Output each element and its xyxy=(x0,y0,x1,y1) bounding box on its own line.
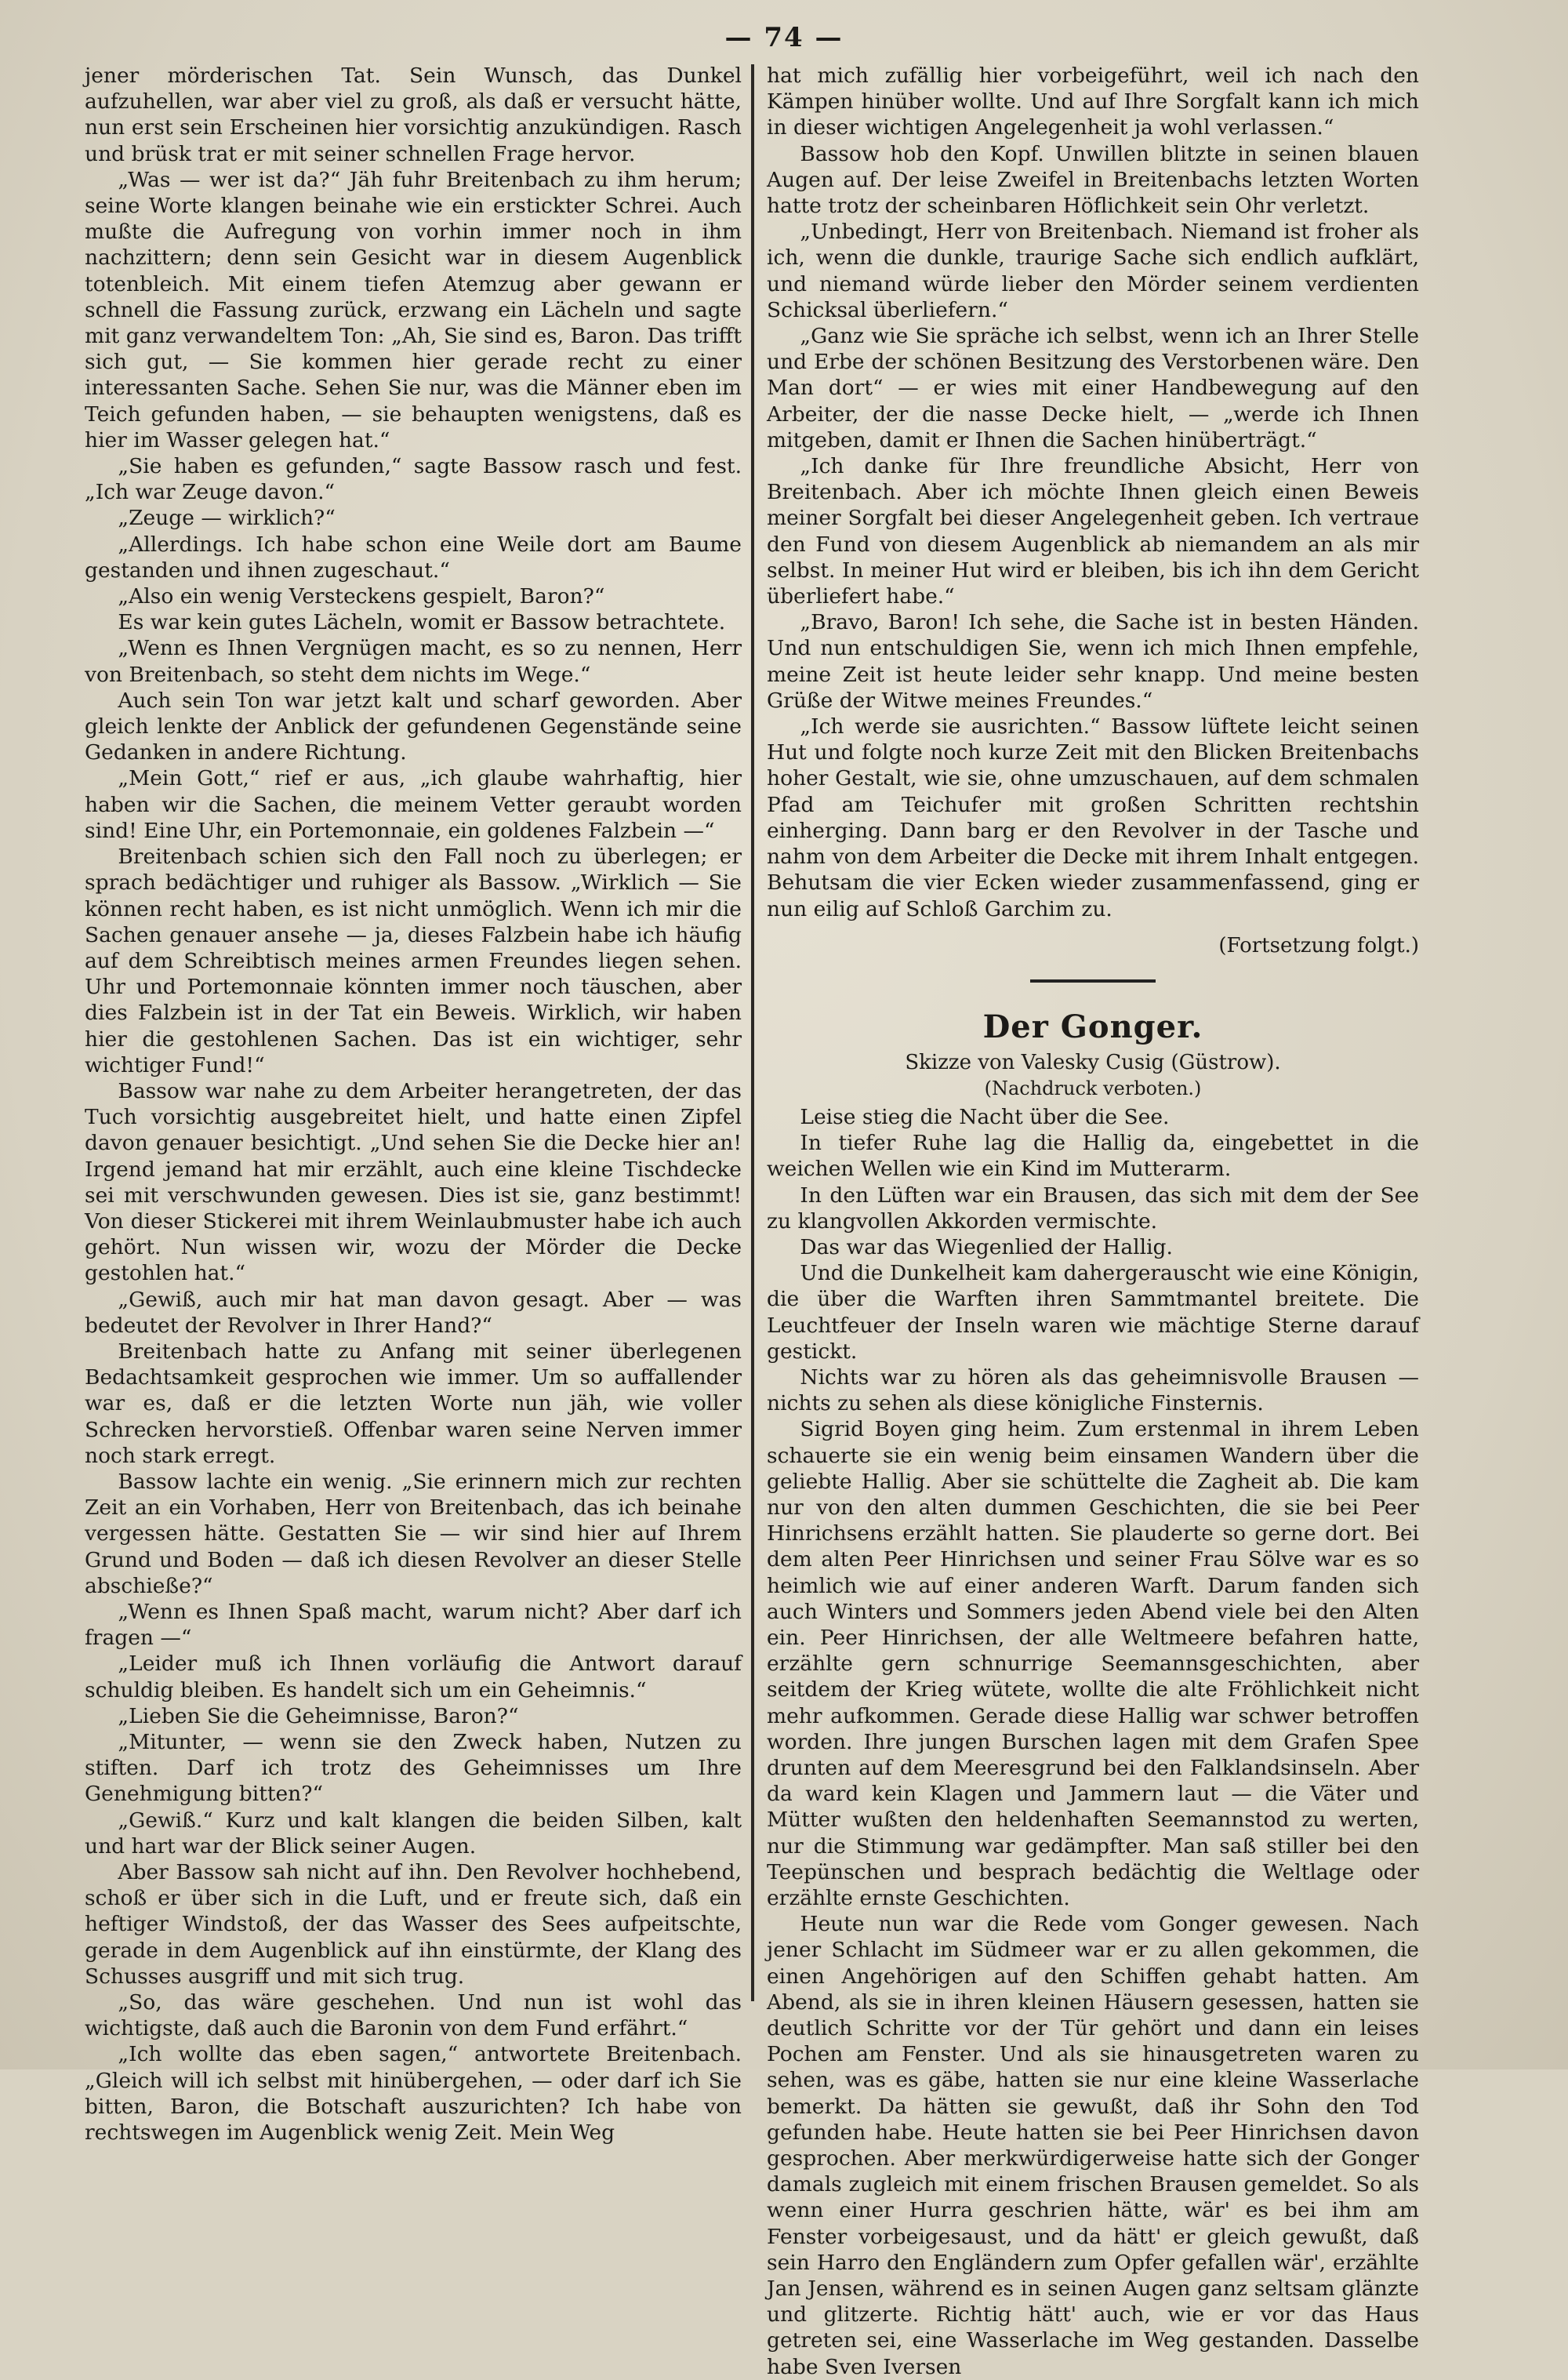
paragraph: „Mitunter, — wenn sie den Zweck haben, Nutzen zu stiften. Darf ich trotz des Geheimnisses um Ihre Genehmigung bitten?“ xyxy=(85,1730,742,1807)
paragraph: „Unbedingt, Herr von Breitenbach. Niemand ist froher als ich, wenn die dunkle, traurige Sache sich endlich aufklärt, und niemand würde lieber den Mörder seinem verdienten Schicksal überliefern.“ xyxy=(767,220,1419,322)
article-paragraph: Und die Dunkelheit kam dahergerauscht wie eine Königin, die über die Warften ihren Sammtmantel breitete. Die Leuchtfeuer der Inseln waren wie mächtige Sterne darauf gestickt. xyxy=(767,1261,1419,1364)
paragraph: „Ich werde sie ausrichten.“ Bassow lüftete leicht seinen Hut und folgte noch kurze Zeit mit den Blicken Breitenbachs hoher Gestalt, wie sie, ohne umzuschauen, auf dem schmalen Pfad am Teichufer mit großen Schritten rechtshin einherging. Dann barg er den Revolver in der Tasche und nahm von dem Arbeiter die Decke mit ihrem Inhalt entgegen. Behutsam die vier Ecken wieder zusammenfassend, ging er nun eilig auf Schloß Garchim zu. xyxy=(767,714,1419,921)
paragraph: Breitenbach hatte zu Anfang mit seiner überlegenen Bedachtsamkeit gesprochen wie immer. Um so auffallender war es, daß er die letzten Worte nun jäh, wie voller Schrecken hervorstieß. Offenbar waren seine Nerven immer noch stark erregt. xyxy=(85,1339,742,1468)
paragraph: „Bravo, Baron! Ich sehe, die Sache ist in besten Händen. Und nun entschuldigen Sie, wenn ich mich Ihnen empfehle, meine Zeit ist heute leider sehr knapp. Und meine besten Grüße der Witwe meines Freundes.“ xyxy=(767,610,1419,713)
section-divider xyxy=(1030,979,1156,983)
article-byline: Skizze von Valesky Cusig (Güstrow). xyxy=(905,1050,1281,1074)
article-paragraph: In den Lüften war ein Brausen, das sich mit dem der See zu klangvollen Akkorden vermischte. xyxy=(767,1183,1419,1234)
article-title: Der Gonger. xyxy=(982,1008,1203,1045)
right-column xyxy=(767,63,1419,2379)
paragraph: „Wenn es Ihnen Spaß macht, warum nicht? Aber darf ich fragen —“ xyxy=(85,1599,742,1651)
left-column xyxy=(85,63,742,2146)
article-paragraph: Leise stieg die Nacht über die See. xyxy=(800,1104,1170,1129)
paragraph: „Gewiß, auch mir hat man davon gesagt. Aber — was bedeutet der Revolver in Ihrer Hand?“ xyxy=(85,1287,742,1338)
paragraph: hat mich zufällig hier vorbeigeführt, weil ich nach den Kämpen hinüber wollte. Und auf Ihre Sorgfalt kann ich mich in dieser wichtigen Angelegenheit ja wohl verlassen.“ xyxy=(767,64,1419,140)
paragraph: Breitenbach schien sich den Fall noch zu überlegen; er sprach bedächtiger und ruhiger als Bassow. „Wirklich — Sie können recht haben, es ist nicht unmöglich. Wenn ich mir die Sachen genauer ansehe — ja, dieses Falzbein habe ich häufig auf dem Schreibtisch meines armen Freundes liegen sehen. Uhr und Portemonnaie könnten immer noch täuschen, aber dies Falzbein ist in der Tat ein Beweis. Wirklich, wir haben hier die gestohlenen Sachen. Das ist ein wichtiger, sehr wichtiger Fund!“ xyxy=(85,845,742,1077)
paragraph: Bassow war nahe zu dem Arbeiter herangetreten, der das Tuch vorsichtig ausgebreitet hielt, und hatte einen Zipfel davon genauer besichtigt. „Und sehen Sie die Decke hier an! Irgend jemand hat mir erzählt, auch eine kleine Tischdecke sei mit verschwunden gewesen. Dies ist sie, ganz bestimmt! Von dieser Stickerei mit ihrem Weinlaubmuster habe ich auch gehört. Nun wissen wir, wozu der Mörder die Decke gestohlen hat.“ xyxy=(85,1078,742,1286)
paragraph: „Gewiß.“ Kurz und kalt klangen die beiden Silben, kalt und hart war der Blick seiner Augen. xyxy=(85,1808,742,1859)
paragraph: „Ich wollte das eben sagen,“ antwortete Breitenbach. „Gleich will ich selbst mit hinübergehen, — oder darf ich Sie bitten, Baron, die Botschaft auszurichten? Ich habe von rechtswegen im Augenblick wenig Zeit. Mein Weg xyxy=(85,2042,742,2146)
paragraph: Es war kein gutes Lächeln, womit er Bassow betrachtete. xyxy=(118,610,726,635)
paragraph: „Also ein wenig Versteckens gespielt, Baron?“ xyxy=(118,584,605,609)
article-paragraph: Sigrid Boyen ging heim. Zum erstenmal in ihrem Leben schauerte sie ein wenig beim einsamen Wandern über die geliebte Hallig. Aber sie schüttelte die Zagheit ab. Die kam nur von den alten dummen Geschichten, die sie bei Peer Hinrichsens erzählt hatten. Sie plauderte so gerne dort. Bei dem alten Peer Hinrichsen und seiner Frau Sölve war es so heimlich wie auf einer anderen Warft. Darum fanden sich auch Winters und Sommers jeden Abend viele bei den Alten ein. Peer Hinrichsen, der alle Weltmeere befahren hatte, erzählte gern schnurrige Seemannsgeschichten, aber seitdem der Krieg wütete, wollte die alte Fröhlichkeit nicht mehr aufkommen. Gerade diese Hallig war schwer betroffen worden. Ihre jungen Burschen lagen mit dem Grafen Spee drunten auf dem Meeresgrund bei den Falklandsinseln. Aber da ward kein Klagen und Jammern laut — die Väter und Mütter wußten den heldenhaften Seemannstod zu werten, nur die Stimmung war gedämpfter. Man saß stiller bei den Teepünschen und besprach bedächtig die Weltlage oder erzählte ernste Geschichten. xyxy=(767,1417,1419,1910)
paragraph: Bassow hob den Kopf. Unwillen blitzte in seinen blauen Augen auf. Der leise Zweifel in Breitenbachs letzten Worten hatte trotz der scheinbaren Höflichkeit sein Ohr verletzt. xyxy=(767,141,1419,219)
paragraph: Bassow lachte ein wenig. „Sie erinnern mich zur rechten Zeit an ein Vorhaben, Herr von Breitenbach, das ich beinahe vergessen hätte. Gestatten Sie — wir sind hier auf Ihrem Grund und Boden — daß ich diesen Revolver an dieser Stelle abschieße?“ xyxy=(85,1469,742,1598)
article-paragraph: In tiefer Ruhe lag die Hallig da, eingebettet in die weichen Wellen wie ein Kind im Mutterarm. xyxy=(767,1131,1419,1182)
article-paragraph: Heute nun war die Rede vom Gonger gewesen. Nach jener Schlacht im Südmeer war er zu allen gekommen, die einen Angehörigen auf den Schiffen gehabt hatten. Am Abend, als sie in ihren kleinen Häusern gesessen, hatten sie deutlich Schritte vor der Tür gehört und dann ein leises Pochen am Fenster. Und als sie hinausgetreten waren zu sehen, was es gäbe, hatten sie nur eine kleine Wasserlache bemerkt. Da hätten sie gewußt, daß ihr Sohn den Tod gefunden habe. Heute hatten sie bei Peer Hinrichsen davon gesprochen. Aber merkwürdigerweise hatte sich der Gonger damals zugleich mit einem frischen Brausen gemeldet. So als wenn einer Hurra geschrien hätte, wär' es bei ihm am Fenster vorbeigesaust, und da hätt' er gleich gewußt, daß sein Harro den Engländern zum Opfer gefallen wär', erzählte Jan Jensen, während es in seinen Augen ganz seltsam glänzte und glitzerte. Richtig hätt' auch, wie er vor das Haus getreten sei, eine Wasserlache im Weg gestanden. Dasselbe habe Sven Iversen xyxy=(767,1912,1419,2379)
paragraph: „So, das wäre geschehen. Und nun ist wohl das wichtigste, daß auch die Baronin von dem Fund erfährt.“ xyxy=(85,1990,742,2041)
continuation-note: (Fortsetzung folgt.) xyxy=(1218,933,1419,957)
paragraph: „Sie haben es gefunden,“ sagte Bassow rasch und fest. „Ich war Zeuge davon.“ xyxy=(85,454,742,505)
paragraph: Aber Bassow sah nicht auf ihn. Den Revolver hochhebend, schoß er über sich in die Luft, und er freute sich, daß ein heftiger Windstoß, der das Wasser des Sees aufpeitschte, gerade in dem Augenblick auf ihn einstürmte, der Klang des Schusses ausgriff und mit sich trug. xyxy=(85,1860,742,1989)
reprint-note: (Nachdruck verboten.) xyxy=(984,1077,1202,1099)
paragraph: „Ich danke für Ihre freundliche Absicht, Herr von Breitenbach. Aber ich möchte Ihnen gleich einen Beweis meiner Sorgfalt bei dieser Angelegenheit geben. Ich vertraue den Fund von diesem Augenblick ab niemandem an als mir selbst. In meiner Hut wird er bleiben, bis ich ihn dem Gericht überliefert habe.“ xyxy=(767,454,1419,609)
paragraph: „Mein Gott,“ rief er aus, „ich glaube wahrhaftig, hier haben wir die Sachen, die meinem Vetter geraubt worden sind! Eine Uhr, ein Portemonnaie, ein goldenes Falzbein —“ xyxy=(85,766,742,843)
paragraph: „Allerdings. Ich habe schon eine Weile dort am Baume gestanden und ihnen zugeschaut.“ xyxy=(85,532,742,583)
paragraph: „Zeuge — wirklich?“ xyxy=(118,506,336,531)
paragraph: „Ganz wie Sie spräche ich selbst, wenn ich an Ihrer Stelle und Erbe der schönen Besitzung des Verstorbenen wäre. Den Man dort“ — er wies mit einer Handbewegung auf den Arbeiter, der die nasse Decke hielt, — „werde ich Ihnen mitgeben, damit er Ihnen die Sachen hinüberträgt.“ xyxy=(767,324,1419,452)
paragraph: jener mörderischen Tat. Sein Wunsch, das Dunkel aufzuhellen, war aber viel zu groß, als daß er versucht hätte, nun erst sein Erscheinen hier vorsichtig anzukündigen. Rasch und brüsk trat er mit seiner schnellen Frage hervor. xyxy=(85,64,742,166)
paragraph: „Wenn es Ihnen Vergnügen macht, es so zu nennen, Herr von Breitenbach, so steht dem nichts im Wege.“ xyxy=(85,636,742,687)
article-paragraph: Nichts war zu hören als das geheimnisvolle Brausen — nichts zu sehen als diese königliche Finsternis. xyxy=(767,1364,1419,1416)
column-divider xyxy=(751,64,754,2001)
article-paragraph: Das war das Wiegenlied der Hallig. xyxy=(800,1234,1173,1259)
paragraph: Auch sein Ton war jetzt kalt und scharf geworden. Aber gleich lenkte der Anblick der gefundenen Gegenstände seine Gedanken in andere Richtung. xyxy=(85,688,742,765)
page-number: — 74 — xyxy=(724,22,844,53)
paragraph: „Leider muß ich Ihnen vorläufig die Antwort darauf schuldig bleiben. Es handelt sich um ein Geheimnis.“ xyxy=(85,1651,742,1702)
paragraph: „Lieben Sie die Geheimnisse, Baron?“ xyxy=(118,1703,519,1728)
paragraph: „Was — wer ist da?“ Jäh fuhr Breitenbach zu ihm herum; seine Worte klangen beinahe wie ein erstickter Schrei. Auch mußte die Aufregung von vorhin immer noch in ihm nachzittern; denn sein Gesicht war in diesem Augenblick totenbleich. Mit einem tiefen Atemzug aber gewann er schnell die Fassung zurück, erzwang ein Lächeln und sagte mit ganz verwandeltem Ton: „Ah, Sie sind es, Baron. Das trifft sich gut, — Sie kommen hier gerade recht zu einer interessanten Sache. Sehen Sie nur, was die Männer eben im Teich gefunden haben, — sie behaupten wenigstens, daß es hier im Wasser gelegen hat.“ xyxy=(85,167,742,452)
